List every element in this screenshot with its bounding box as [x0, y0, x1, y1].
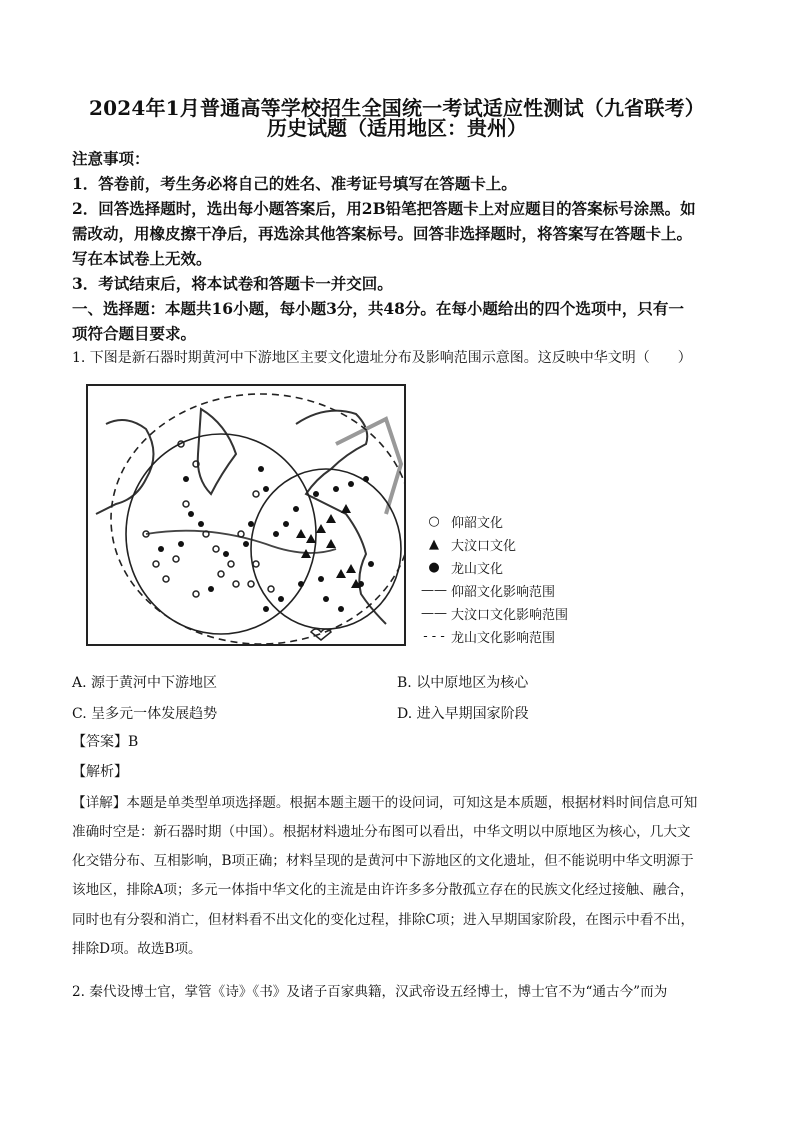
solid-line-icon: —— — [421, 606, 447, 621]
legend-longshan — [421, 558, 503, 577]
legend-longshan-range — [421, 627, 555, 646]
note-item: 3．考试结束后，将本试卷和答题卡一并交回。 — [72, 274, 393, 293]
legend-label: 仰韶文化 — [451, 516, 504, 531]
legend-dawenkou — [421, 535, 516, 554]
legend-yangshao — [421, 512, 503, 531]
legend-dawenkou-range — [421, 604, 568, 623]
q1-stem: 1. 下图是新石器时期黄河中下游地区主要文化遗址分布及影响范围示意图。这反映中华文明（ ） — [72, 350, 692, 366]
notes-heading: 注意事项： — [72, 149, 150, 168]
triangle-icon: ▲ — [429, 537, 439, 552]
solid-line-icon: —— — [421, 583, 447, 598]
analysis-label: 【解析】 — [72, 764, 128, 780]
q2-stem: 2. 秦代设博士官，掌管《诗》《书》及诸子百家典籍，汉武帝设五经博士，博士官不为“通古今”而为 — [72, 984, 668, 1000]
exam-title: 2024年1月普通高等学校招生全国统一考试适应性测试（九省联考） — [89, 96, 705, 120]
legend-label: 仰韶文化影响范围 — [451, 585, 556, 600]
note-item: 需改动，用橡皮擦干净后，再选涂其他答案标号。回答非选择题时，将答案写在答题卡上。 — [72, 224, 693, 243]
option-a: A. 源于黄河中下游地区 — [72, 675, 218, 691]
legend-label: 龙山文化影响范围 — [451, 631, 556, 646]
map-frame — [87, 385, 405, 645]
legend-label: 大汶口文化影响范围 — [451, 608, 569, 623]
legend-label: 龙山文化 — [451, 562, 504, 577]
option-c: C. 呈多元一体发展趋势 — [72, 706, 218, 722]
note-item: 1．答卷前，考生务必将自己的姓名、准考证号填写在答题卡上。 — [72, 174, 517, 193]
detail-line: 化交错分布、互相影响，B项正确；材料呈现的是黄河中下游地区的文化遗址，但不能说明中华文明源于 — [72, 853, 694, 869]
open-circle-icon: ○ — [428, 514, 440, 529]
section-heading: 一、选择题：本题共16小题，每小题3分，共48分。在每小题给出的四个选项中，只有一 — [72, 299, 684, 318]
culture-map — [86, 384, 406, 646]
detail-line: 该地区，排除A项；多元一体指中华文化的主流是由许许多多分散孤立存在的民族文化经过接触、融合， — [72, 882, 694, 898]
detail-line: 准确时空是：新石器时期（中国）。根据材料遗址分布图可以看出，中华文明以中原地区为核心，几大文 — [72, 824, 691, 840]
dashed-line-icon: - - - — [423, 629, 445, 644]
filled-circle-icon: ● — [428, 560, 440, 575]
answer: 【答案】B — [72, 734, 139, 750]
option-b: B. 以中原地区为核心 — [397, 675, 529, 691]
note-item: 写在本试卷上无效。 — [72, 249, 212, 268]
detail-line: 排除D项。故选B项。 — [72, 941, 202, 957]
section-heading-cont: 项符合题目要求。 — [72, 324, 197, 343]
detail-line: 同时也有分裂和消亡，但材料看不出文化的变化过程，排除C项；进入早期国家阶段，在图示中看不出， — [72, 912, 695, 928]
legend-yangshao-range — [421, 581, 555, 600]
detail-line: 【详解】本题是单类型单项选择题。根据本题主题干的设问词，可知这是本质题，根据材料时间信息可知 — [72, 795, 698, 811]
option-d: D. 进入早期国家阶段 — [397, 706, 529, 722]
legend-label: 大汶口文化 — [451, 539, 517, 554]
exam-subtitle: 历史试题（适用地区：贵州） — [267, 116, 527, 140]
note-item: 2．回答选择题时，选出每小题答案后，用2B铅笔把答题卡上对应题目的答案标号涂黑。如 — [72, 199, 696, 218]
